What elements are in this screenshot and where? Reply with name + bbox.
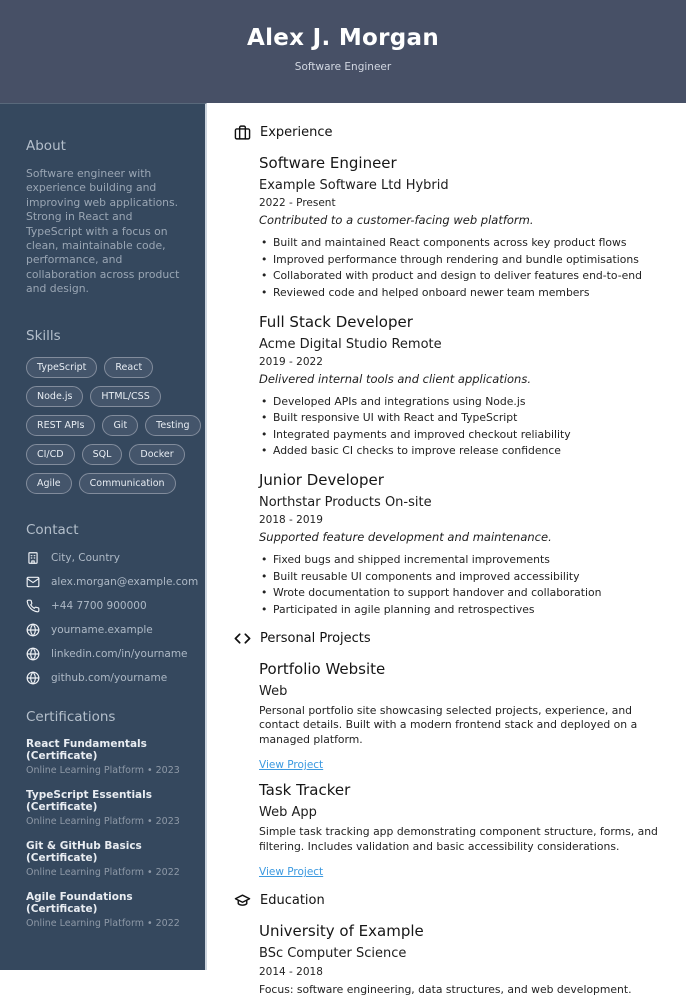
projects-entries: [259, 660, 658, 880]
education-header: [234, 892, 658, 909]
cert-item: [26, 738, 185, 776]
education-dates: 2014 - 2018: [259, 966, 323, 979]
job-bullet: • Built responsive UI with React and TypeScript: [259, 411, 658, 424]
projects-title: Personal Projects: [260, 630, 371, 646]
cert-meta: Online Learning Platform • 2023: [26, 815, 180, 827]
job-entry: [259, 154, 658, 299]
contact-email: alex.morgan@example.com: [51, 575, 199, 588]
building-icon: [26, 551, 40, 565]
experience-header: [234, 124, 658, 141]
graduation-cap-icon: [234, 892, 251, 909]
education-title: Education: [260, 893, 325, 909]
skill-pill: Node.js: [26, 386, 83, 407]
cert-title: Git & GitHub Basics (Certificate): [26, 839, 142, 864]
job-dates: 2022 - Present: [259, 197, 336, 209]
job-bullet: • Improved performance through rendering and bundle optimisations: [259, 253, 658, 266]
job-bullets: [259, 236, 658, 299]
education-entries: [259, 922, 658, 996]
skill-pill: SQL: [82, 444, 123, 465]
job-bullets: [259, 553, 658, 616]
education-entry: [259, 922, 658, 996]
job-location: Remote: [391, 336, 442, 352]
code-icon: [234, 630, 251, 647]
contact-item-github: [26, 671, 185, 685]
globe-icon: [26, 623, 40, 637]
job-bullet: • Developed APIs and integrations using Node.js: [259, 395, 658, 408]
main-content: [207, 103, 686, 996]
project-name: Portfolio Website: [259, 659, 386, 678]
body-row: [0, 103, 686, 996]
skills-heading: Skills: [26, 327, 61, 344]
skills-list: [26, 357, 211, 494]
cert-item: [26, 840, 185, 878]
education-focus: Focus: software engineering, data structures, and web development.: [259, 983, 632, 996]
contact-website: yourname.example: [51, 623, 153, 636]
project-type: Web App: [259, 805, 317, 821]
cert-title: React Fundamentals (Certificate): [26, 737, 147, 762]
job-title: Software Engineer: [259, 154, 397, 172]
education-school: University of Example: [259, 922, 424, 941]
job-company: Example Software Ltd: [259, 178, 402, 193]
job-company-line: [259, 337, 658, 352]
project-type: Web: [259, 683, 288, 699]
person-name: Alex J. Morgan: [246, 24, 440, 51]
job-company: Northstar Products: [259, 495, 381, 510]
experience-entries: [259, 154, 658, 616]
cert-meta: Online Learning Platform • 2022: [26, 866, 180, 878]
job-bullets: [259, 395, 658, 458]
skill-pill: Git: [102, 415, 138, 436]
project-description: Simple task tracking app demonstrating component structure, forms, and filtering. Includes validation and basic accessibility considerations.: [259, 825, 658, 853]
job-bullet: • Integrated payments and improved checkout reliability: [259, 428, 658, 441]
certifications-list: [26, 738, 185, 929]
phone-icon: [26, 599, 40, 613]
job-bullet: • Participated in agile planning and retrospectives: [259, 603, 658, 616]
cert-meta: Online Learning Platform • 2023: [26, 764, 180, 776]
job-dates: 2018 - 2019: [259, 514, 323, 526]
sidebar: [0, 103, 207, 970]
header: [0, 0, 686, 103]
contact-item-linkedin: [26, 647, 188, 661]
experience-section: [234, 124, 658, 616]
skill-pill: CI/CD: [26, 444, 75, 465]
experience-title: Experience: [260, 125, 333, 140]
contact-list: [26, 551, 199, 685]
skill-pill: HTML/CSS: [90, 386, 160, 407]
project-entry: [259, 781, 658, 879]
skill-pill: Communication: [79, 473, 176, 494]
education-section: [234, 892, 658, 996]
projects-header: [234, 630, 658, 647]
contact-github: github.com/yourname: [51, 671, 168, 684]
contact-item-website: [26, 623, 185, 637]
education-degree: BSc Computer Science: [259, 946, 407, 962]
job-bullet: • Built and maintained React components across key product flows: [259, 236, 658, 249]
contact-location: City, Country: [51, 551, 120, 564]
cert-item: [26, 891, 185, 929]
job-bullet: • Reviewed code and helped onboard newer team members: [259, 286, 658, 299]
contact-item-phone: [26, 599, 185, 613]
certifications-heading: Certifications: [26, 708, 116, 725]
project-name: Task Tracker: [259, 781, 351, 800]
job-location: Hybrid: [405, 178, 449, 193]
job-bullet: • Fixed bugs and shipped incremental improvements: [259, 553, 658, 566]
job-company-line: [259, 178, 658, 193]
cert-meta: Online Learning Platform • 2022: [26, 917, 180, 929]
briefcase-icon: [234, 124, 251, 141]
skill-pill: Docker: [129, 444, 184, 465]
job-summary: Delivered internal tools and client applications.: [259, 371, 531, 386]
view-project-link[interactable]: View Project: [259, 866, 324, 879]
contact-item-location: [26, 551, 185, 565]
job-title: Full Stack Developer: [259, 312, 413, 331]
contact-linkedin: linkedin.com/in/yourname: [51, 647, 188, 660]
project-entry: [259, 660, 658, 773]
job-company-line: [259, 495, 658, 510]
contact-heading: Contact: [26, 521, 79, 538]
job-bullet: • Collaborated with product and design to deliver features end-to-end: [259, 269, 658, 282]
skill-pill: REST APIs: [26, 415, 95, 436]
job-summary: Supported feature development and maintenance.: [259, 530, 552, 544]
contact-phone: +44 7700 900000: [51, 599, 147, 612]
job-dates: 2019 - 2022: [259, 355, 323, 368]
projects-section: [234, 630, 658, 880]
contact-item-email: [26, 575, 199, 589]
about-heading: About: [26, 138, 66, 154]
skill-pill: Testing: [145, 415, 200, 436]
about-text: Software engineer with experience building and improving web applications. Strong in React and TypeScript with a focus on clean, maintainable code, performance, and collaboration across product and design.: [26, 167, 180, 296]
view-project-link[interactable]: View Project: [259, 759, 324, 772]
project-description: Personal portfolio site showcasing selected projects, experience, and contact details. Built with a modern frontend stack and deployed on a managed platform.: [259, 703, 638, 746]
person-role: Software Engineer: [294, 60, 392, 73]
job-company: Acme Digital Studio: [259, 336, 388, 352]
job-bullet: • Added basic CI checks to improve release confidence: [259, 444, 658, 457]
skill-pill: TypeScript: [26, 357, 97, 378]
globe-icon: [26, 647, 40, 661]
job-bullet: • Built reusable UI components and improved accessibility: [259, 570, 658, 583]
cert-title: TypeScript Essentials (Certificate): [26, 788, 152, 813]
job-location: On-site: [384, 495, 432, 510]
cert-title: Agile Foundations (Certificate): [26, 890, 133, 915]
cert-item: [26, 789, 185, 827]
globe-icon: [26, 671, 40, 685]
job-entry: [259, 313, 658, 458]
skill-pill: Agile: [26, 473, 72, 494]
job-summary: Contributed to a customer-facing web platform.: [259, 213, 534, 227]
job-entry: [259, 471, 658, 616]
job-title: Junior Developer: [259, 471, 384, 489]
skill-pill: React: [104, 357, 153, 378]
mail-icon: [26, 575, 40, 589]
job-bullet: • Wrote documentation to support handover and collaboration: [259, 586, 658, 599]
